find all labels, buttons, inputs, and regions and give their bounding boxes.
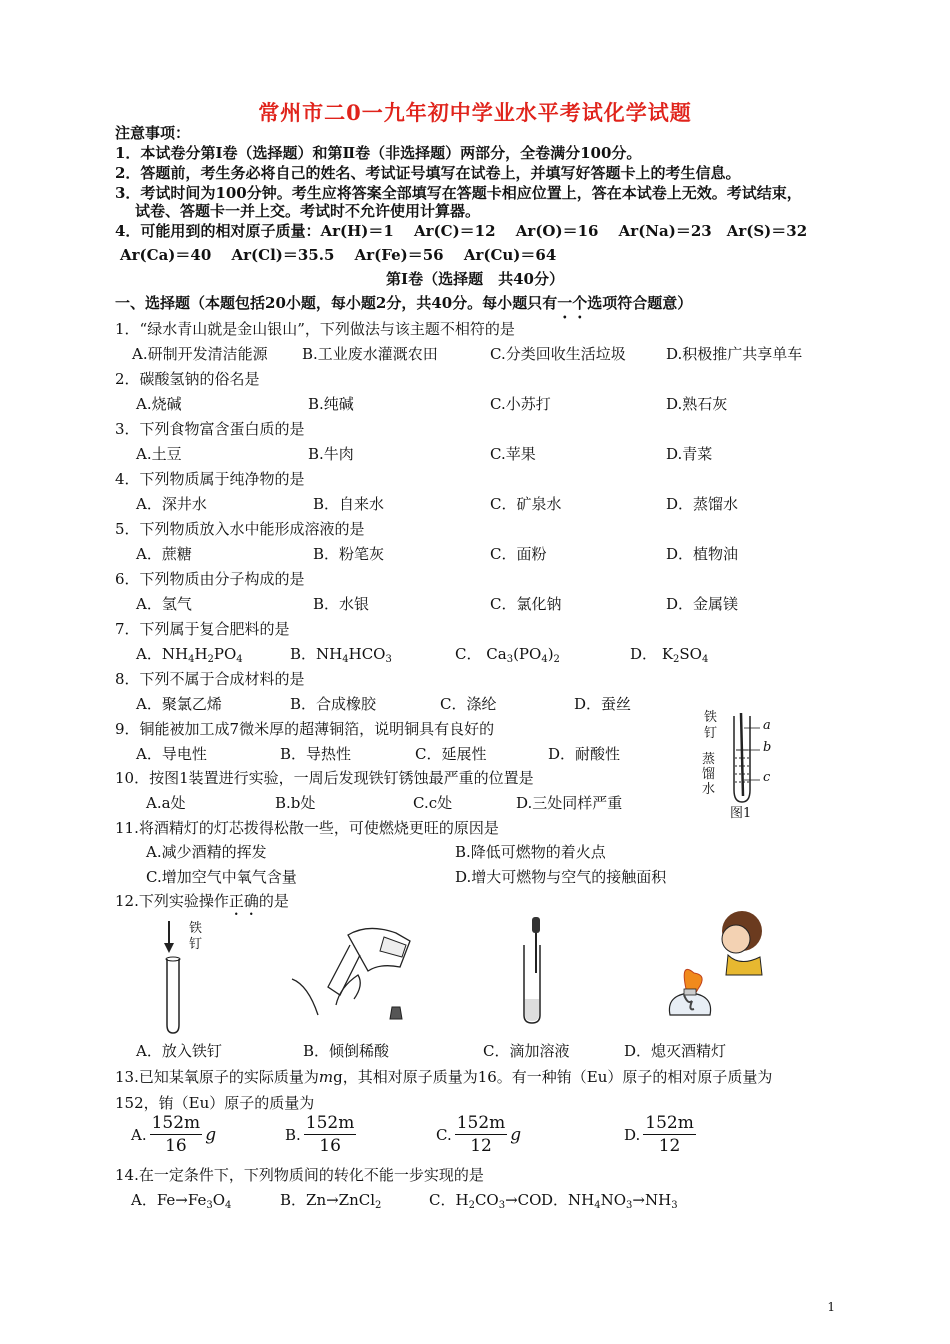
note-1: 1．本试卷分第Ⅰ卷（选择题）和第Ⅱ卷（非选择题）两部分，全卷满分100分。 [115, 144, 642, 162]
q7-option-a: A．$NH_4H_2PO_4$ [136, 645, 243, 665]
q6-stem: 6．下列物质由分子构成的是 [115, 570, 305, 588]
q8-option-a: A．聚氯乙烯 [136, 695, 222, 713]
q7-option-c: C． $Ca_3(PO_4)_2$ [455, 645, 560, 665]
q13-option-b: B. $\frac{152m}{16}$ [285, 1113, 355, 1156]
q13-stem-line-2: 152，铕（Eu）原子的质量为 [115, 1094, 315, 1112]
q12-figure-d [650, 905, 780, 1035]
q1-option-b: B.工业废水灌溉农田 [302, 345, 438, 363]
q2-option-b: B.纯碱 [308, 395, 354, 413]
notes-heading: 注意事项： [115, 124, 191, 142]
q13-option-d: D. $\frac{152m}{12}$ [624, 1113, 694, 1156]
fig1-water-label-2: 馏 [702, 767, 716, 782]
q2-stem: 2．碳酸氢钠的俗名是 [115, 370, 260, 388]
blowing-out-alcohol-lamp [650, 905, 780, 1035]
q4-option-a: A．深井水 [136, 495, 207, 513]
q10-option-a: A.a处 [146, 794, 186, 812]
q12-figure-a [155, 915, 215, 1037]
q9-option-b: B．导热性 [280, 745, 352, 763]
q9-option-c: C．延展性 [415, 745, 487, 763]
q5-stem: 5．下列物质放入水中能形成溶液的是 [115, 520, 365, 538]
q8-option-d: D．蚕丝 [574, 695, 632, 713]
exam-title: 常州市二0一九年初中学业水平考试化学试题 [258, 100, 692, 125]
note-4a: 4．可能用到的相对原子质量：Ar(H)＝1 Ar(C)＝12 Ar(O)＝16 Ar(Na)＝23 Ar(S)＝32 [115, 222, 808, 240]
q11-option-b: B.降低可燃物的着火点 [455, 843, 606, 861]
q10-option-c: C.c处 [413, 794, 453, 812]
q8-stem: 8．下列不属于合成材料的是 [115, 670, 305, 688]
q14-option-b: B．Zn→ZnCl$_2$ [280, 1191, 382, 1211]
q8-option-c: C．涤纶 [440, 695, 497, 713]
q14-option-a: A．$Fe\to Fe_3O_4$ [131, 1191, 232, 1211]
q4-option-d: D．蒸馏水 [666, 495, 739, 513]
q12-stem: 12.下列实验操作正确的是 [115, 892, 289, 910]
dropper-test-tube [510, 915, 560, 1027]
q4-option-c: C．矿泉水 [490, 495, 562, 513]
q7-option-b: B．$NH_4HCO_3$ [290, 645, 392, 665]
q6-option-b: B．水银 [313, 595, 370, 613]
q12-option-b: B．倾倒稀酸 [303, 1042, 390, 1060]
q3-option-a: A.土豆 [136, 445, 182, 463]
q3-option-d: D.青菜 [666, 445, 713, 463]
q13-stem-line-1: 13.已知某氧原子的实际质量为mg，其相对原子质量为16。有一种铕（Eu）原子的相对原子质量为 [115, 1068, 773, 1086]
q7-option-d: D． $K_2SO_4$ [630, 645, 709, 665]
q4-option-b: B．自来水 [313, 495, 385, 513]
q11-stem: 11.将酒精灯的灯芯拨得松散一些，可使燃烧更旺的原因是 [115, 819, 499, 837]
fig1-label-c: c [763, 770, 771, 785]
q14-option-d: D．$NH_4NO_3\to NH_3$ [541, 1191, 678, 1211]
q8-option-b: B．合成橡胶 [290, 695, 377, 713]
q14-option-c: C．$H_2CO_3\to CO$ [429, 1191, 542, 1211]
q5-option-b: B．粉笔灰 [313, 545, 385, 563]
section-title: 第Ⅰ卷（选择题 共40分） [386, 270, 564, 288]
test-tube-with-nail [155, 915, 215, 1037]
q14-stem: 14.在一定条件下，下列物质间的转化不能一步实现的是 [115, 1166, 484, 1184]
q1-option-a: A.研制开发清洁能源 [132, 345, 268, 363]
section-intro: 一、选择题（本题包括20小题，每小题2分，共40分。每小题只有一个选项符合题意） [115, 294, 693, 312]
q6-option-a: A．氢气 [136, 595, 192, 613]
q12-option-d: D．熄灭酒精灯 [624, 1042, 727, 1060]
q5-option-d: D．植物油 [666, 545, 739, 563]
q11-option-c: C.增加空气中氧气含量 [146, 868, 297, 886]
q3-stem: 3．下列食物富含蛋白质的是 [115, 420, 305, 438]
q3-option-c: C.苹果 [490, 445, 536, 463]
q12-nail-label-2: 钉 [189, 937, 203, 952]
q5-option-a: A．蔗糖 [136, 545, 192, 563]
q13-option-a: A. $\frac{152m}{16}$ g [131, 1113, 217, 1156]
q6-option-d: D．金属镁 [666, 595, 739, 613]
q12-option-c: C．滴加溶液 [483, 1042, 570, 1060]
fig1-label-a: a [763, 718, 771, 733]
q13-option-c: C. $\frac{152m}{12}$ g [436, 1113, 522, 1156]
q9-stem: 9．铜能被加工成7微米厚的超薄铜箔，说明铜具有良好的 [115, 720, 495, 738]
q7-stem: 7．下列属于复合肥料的是 [115, 620, 290, 638]
q2-option-d: D.熟石灰 [666, 395, 728, 413]
fig1-water-label-3: 水 [702, 782, 716, 797]
note-3b: 试卷、答题卡一并上交。考试时不允许使用计算器。 [135, 202, 481, 220]
fig1-label-b: b [763, 740, 772, 755]
q10-option-d: D.三处同样严重 [516, 794, 623, 812]
q11-option-a: A.减少酒精的挥发 [146, 843, 267, 861]
fig1-nail-label-2: 钉 [704, 726, 718, 741]
note-2: 2．答题前，考生务必将自己的姓名、考试证号填写在试卷上，并填写好答题卡上的考生信息。 [115, 164, 741, 182]
q10-option-b: B.b处 [275, 794, 316, 812]
q11-option-d: D.增大可燃物与空气的接触面积 [455, 868, 667, 886]
q1-option-c: C.分类回收生活垃圾 [490, 345, 626, 363]
q2-option-a: A.烧碱 [136, 395, 182, 413]
page-number: 1 [827, 1300, 835, 1314]
q9-option-d: D．耐酸性 [548, 745, 621, 763]
q2-option-c: C.小苏打 [490, 395, 551, 413]
q9-option-a: A．导电性 [136, 745, 207, 763]
q5-option-c: C．面粉 [490, 545, 547, 563]
fig1-caption: 图1 [730, 806, 752, 821]
fig1-nail-label-1: 铁 [704, 710, 718, 725]
note-4b: Ar(Ca)＝40 Ar(Cl)＝35.5 Ar(Fe)＝56 Ar(Cu)＝64 [120, 246, 557, 264]
q6-option-c: C．氯化钠 [490, 595, 562, 613]
q3-option-b: B.牛肉 [308, 445, 354, 463]
pouring-acid-hands [288, 915, 418, 1027]
q12-figure-c [510, 915, 560, 1027]
q12-nail-label-1: 铁 [189, 921, 203, 936]
q12-figure-b [288, 915, 418, 1027]
q12-option-a: A．放入铁钉 [136, 1042, 222, 1060]
q10-stem: 10．按图1装置进行实验，一周后发现铁钉锈蚀最严重的位置是 [115, 769, 534, 787]
q1-stem: 1．“绿水青山就是金山银山”，下列做法与该主题不相符的是 [115, 320, 515, 338]
figure-1 [700, 708, 790, 820]
q1-option-d: D.积极推广共享单车 [666, 345, 803, 363]
note-3a: 3．考试时间为100分钟。考生应将答案全部填写在答题卡相应位置上，答在本试卷上无效。考试结束， [115, 184, 802, 202]
fig1-water-label-1: 蒸 [702, 752, 716, 767]
q4-stem: 4．下列物质属于纯净物的是 [115, 470, 305, 488]
